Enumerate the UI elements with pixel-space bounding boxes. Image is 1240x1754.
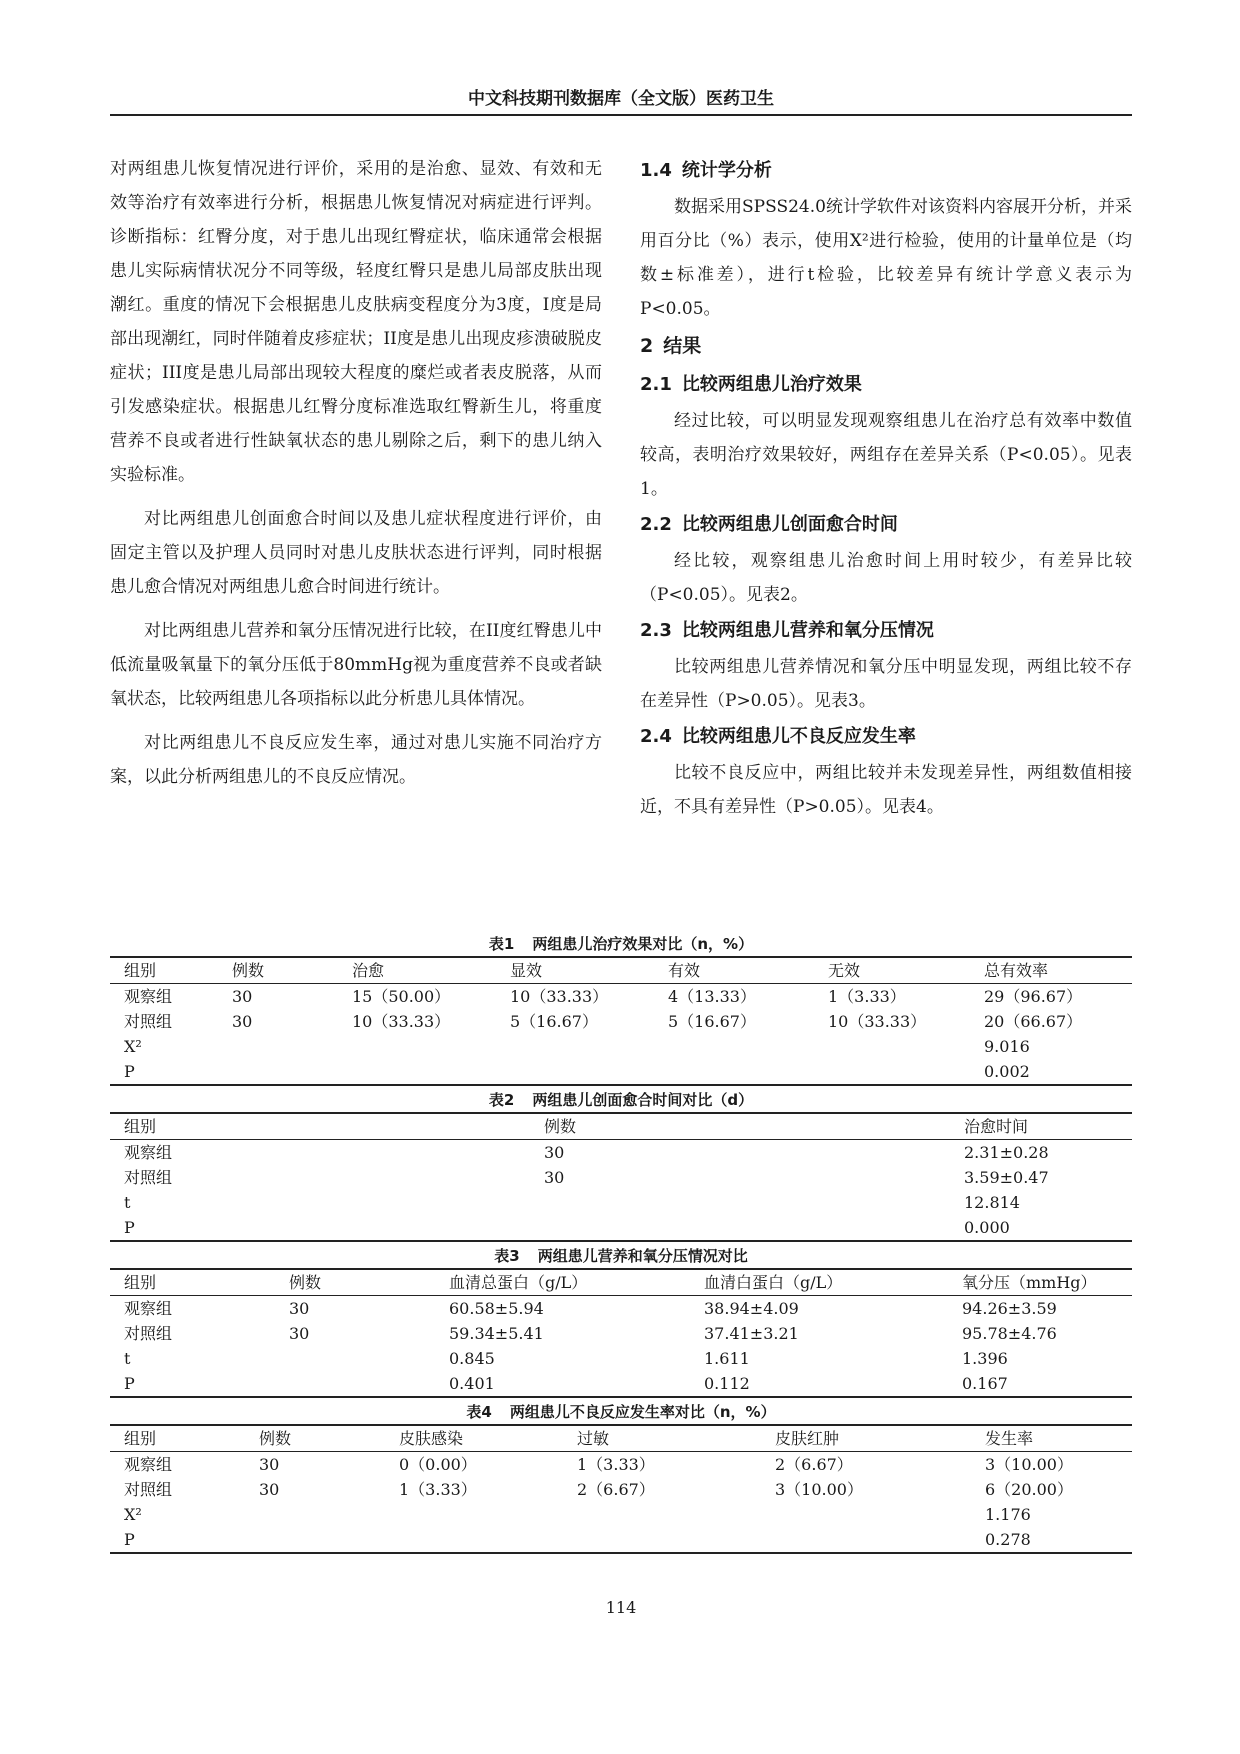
column-header: 血清白蛋白（g/L） bbox=[704, 1273, 843, 1292]
table-cell bbox=[563, 1502, 761, 1527]
table-cell: 5（16.67） bbox=[510, 1012, 598, 1031]
table-cell: 2.31±0.28 bbox=[964, 1143, 1049, 1162]
section-title: 统计学分析 bbox=[681, 160, 772, 181]
table-cell: P bbox=[124, 1530, 135, 1549]
table-cell: 1（3.33） bbox=[399, 1480, 477, 1499]
table-cell: 38.94±4.09 bbox=[704, 1299, 799, 1318]
journal-header: 中文科技期刊数据库（全文版）医药卫生 bbox=[468, 89, 774, 109]
section-heading-2-2 bbox=[640, 506, 1132, 544]
table-cell: 对照组 bbox=[124, 1012, 173, 1031]
table-cell bbox=[530, 1190, 950, 1215]
column-header: 显效 bbox=[510, 961, 543, 980]
table-cell bbox=[654, 1034, 814, 1059]
adverse-reaction-table bbox=[110, 1424, 1132, 1554]
table-cell: 94.26±3.59 bbox=[962, 1299, 1057, 1318]
table-cell bbox=[338, 1034, 496, 1059]
table-cell: 10（33.33） bbox=[510, 987, 609, 1006]
methods-paragraph-4: 对比两组患儿不良反应发生率，通过对患儿实施不同治疗方案，以此分析两组患儿的不良反应情况。 bbox=[110, 733, 602, 787]
table-cell bbox=[814, 1059, 970, 1085]
section-title: 比较两组患儿营养和氧分压情况 bbox=[681, 620, 934, 641]
column-header: 皮肤红肿 bbox=[775, 1429, 840, 1448]
table-row bbox=[110, 1321, 1132, 1346]
table-row bbox=[110, 984, 1132, 1010]
table-cell bbox=[814, 1034, 970, 1059]
column-header: 治愈 bbox=[352, 961, 385, 980]
table-cell: 1.611 bbox=[704, 1349, 750, 1368]
table-cell: 0.278 bbox=[985, 1530, 1031, 1549]
table-row bbox=[110, 1165, 1132, 1190]
table-cell: 30 bbox=[232, 987, 253, 1006]
table-title: 两组患儿治疗效果对比（n，%） bbox=[532, 935, 754, 953]
table-row bbox=[110, 1009, 1132, 1034]
stats-paragraph: 数据采用SPSS24.0统计学软件对该资料内容展开分析，并采用百分比（%）表示，使用X²进行检验，使用的计量单位是（均数±标准差），进行t检验，比较差异有统计学意义表示为P<0.05。 bbox=[640, 197, 1132, 319]
table-header-row bbox=[110, 1269, 1132, 1296]
column-header: 有效 bbox=[668, 961, 701, 980]
table-cell: t bbox=[124, 1349, 131, 1368]
table-caption bbox=[110, 932, 1132, 956]
table-2 bbox=[110, 1088, 1132, 1242]
table-cell: P bbox=[124, 1062, 135, 1081]
table-cell: 30 bbox=[232, 1012, 253, 1031]
table-cell: 30 bbox=[289, 1299, 310, 1318]
table-cell bbox=[338, 1059, 496, 1085]
table-caption bbox=[110, 1244, 1132, 1268]
table-title: 两组患儿创面愈合时间对比（d） bbox=[532, 1091, 754, 1109]
page-number: 114 bbox=[605, 1598, 637, 1617]
result-paragraph-2-1: 经过比较，可以明显发现观察组患儿在治疗总有效率中数值较高，表明治疗效果较好，两组存在差异关系（P<0.05）。见表1。 bbox=[640, 411, 1132, 499]
section-number: 2.3 bbox=[640, 620, 672, 641]
table-cell: X² bbox=[124, 1505, 142, 1524]
section-title: 结果 bbox=[663, 335, 702, 357]
table-cell: P bbox=[124, 1218, 135, 1237]
column-header: 血清总蛋白（g/L） bbox=[449, 1273, 588, 1292]
section-heading-2-3 bbox=[640, 612, 1132, 650]
healing-time-table bbox=[110, 1112, 1132, 1242]
table-cell: 0.002 bbox=[984, 1062, 1030, 1081]
table-cell bbox=[218, 1034, 338, 1059]
table-cell: 30 bbox=[289, 1324, 310, 1343]
table-title: 两组患儿不良反应发生率对比（n，%） bbox=[509, 1403, 776, 1421]
column-header: 例数 bbox=[232, 961, 265, 980]
table-cell: 10（33.33） bbox=[352, 1012, 451, 1031]
table-cell: 37.41±3.21 bbox=[704, 1324, 799, 1343]
table-cell: 30 bbox=[259, 1480, 280, 1499]
tables-area bbox=[110, 932, 1132, 1556]
column-header: 组别 bbox=[124, 1273, 157, 1292]
nutrition-oxygen-table bbox=[110, 1268, 1132, 1398]
table-cell: 95.78±4.76 bbox=[962, 1324, 1057, 1343]
table-4 bbox=[110, 1400, 1132, 1554]
table-cell: 30 bbox=[259, 1455, 280, 1474]
section-title: 比较两组患儿治疗效果 bbox=[681, 374, 862, 395]
table-cell: 2（6.67） bbox=[775, 1455, 853, 1474]
table-cell bbox=[496, 1034, 654, 1059]
table-cell bbox=[218, 1059, 338, 1085]
table-cell: 5（16.67） bbox=[668, 1012, 756, 1031]
table-cell bbox=[563, 1527, 761, 1553]
table-row bbox=[110, 1296, 1132, 1322]
table-cell: 3.59±0.47 bbox=[964, 1168, 1049, 1187]
table-cell: 0（0.00） bbox=[399, 1455, 477, 1474]
section-heading-2-1 bbox=[640, 366, 1132, 404]
table-cell bbox=[245, 1502, 385, 1527]
header-rule bbox=[110, 114, 1132, 116]
section-title: 比较两组患儿不良反应发生率 bbox=[681, 726, 916, 747]
table-row bbox=[110, 1346, 1132, 1371]
table-cell: 1.396 bbox=[962, 1349, 1008, 1368]
section-number: 2 bbox=[640, 335, 654, 357]
table-cell: 10（33.33） bbox=[828, 1012, 927, 1031]
table-row bbox=[110, 1190, 1132, 1215]
table-cell bbox=[530, 1215, 950, 1241]
methods-paragraph-1: 对两组患儿恢复情况进行评价，采用的是治愈、显效、有效和无效等治疗有效率进行分析，根据患儿恢复情况对病症进行评判。诊断指标：红臀分度，对于患儿出现红臀症状，临床通常会根据患儿实际病情状况分不同等级，轻度红臀只是患儿局部皮肤出现潮红。重度的情况下会根据患儿皮肤病变程度分为3度，I度是局部出现潮红，同时伴随着皮疹症状；II度是患儿出现皮疹溃破脱皮症状；III度是患儿局部出现较大程度的糜烂或者表皮脱落，从而引发感染症状。根据患儿红臀分度标准选取红臀新生儿，将重度营养不良或者进行性缺氧状态的患儿剔除之后，剩下的患儿纳入实验标准。 bbox=[110, 159, 602, 485]
table-cell bbox=[654, 1059, 814, 1085]
table-cell bbox=[761, 1527, 971, 1553]
table-cell: 2（6.67） bbox=[577, 1480, 655, 1499]
column-header: 发生率 bbox=[985, 1429, 1034, 1448]
table-cell bbox=[245, 1527, 385, 1553]
table-cell: 6（20.00） bbox=[985, 1480, 1073, 1499]
table-row bbox=[110, 1140, 1132, 1166]
column-header: 氧分压（mmHg） bbox=[962, 1273, 1097, 1292]
table-cell: 对照组 bbox=[124, 1324, 173, 1343]
table-header-row bbox=[110, 1113, 1132, 1140]
column-header: 例数 bbox=[544, 1117, 577, 1136]
table-row bbox=[110, 1477, 1132, 1502]
table-cell: 30 bbox=[544, 1143, 565, 1162]
table-cell: 20（66.67） bbox=[984, 1012, 1083, 1031]
section-number: 1.4 bbox=[640, 160, 672, 181]
column-header: 组别 bbox=[124, 1117, 157, 1136]
table-cell: 对照组 bbox=[124, 1480, 173, 1499]
table-header-row bbox=[110, 957, 1132, 984]
table-cell: 12.814 bbox=[964, 1193, 1020, 1212]
table-row bbox=[110, 1215, 1132, 1241]
table-cell bbox=[496, 1059, 654, 1085]
table-header-row bbox=[110, 1425, 1132, 1452]
table-number: 表1 bbox=[488, 935, 515, 953]
table-cell: 15（50.00） bbox=[352, 987, 451, 1006]
column-header: 总有效率 bbox=[984, 961, 1049, 980]
table-cell: t bbox=[124, 1193, 131, 1212]
column-header: 过敏 bbox=[577, 1429, 610, 1448]
result-paragraph-2-4: 比较不良反应中，两组比较并未发现差异性，两组数值相接近，不具有差异性（P>0.05）。见表4。 bbox=[640, 763, 1132, 817]
table-cell: 观察组 bbox=[124, 1455, 173, 1474]
table-row bbox=[110, 1502, 1132, 1527]
table-cell: 1（3.33） bbox=[828, 987, 906, 1006]
table-cell: 0.845 bbox=[449, 1349, 495, 1368]
left-column bbox=[110, 152, 602, 794]
table-cell: 9.016 bbox=[984, 1037, 1030, 1056]
treatment-effect-table bbox=[110, 956, 1132, 1086]
table-cell bbox=[275, 1346, 435, 1371]
section-heading-2 bbox=[640, 326, 1132, 366]
column-header: 例数 bbox=[259, 1429, 292, 1448]
section-number: 2.1 bbox=[640, 374, 672, 395]
table-cell: 观察组 bbox=[124, 1299, 173, 1318]
column-header: 例数 bbox=[289, 1273, 322, 1292]
table-cell: 29（96.67） bbox=[984, 987, 1083, 1006]
table-cell: 对照组 bbox=[124, 1168, 173, 1187]
table-cell: 60.58±5.94 bbox=[449, 1299, 544, 1318]
table-cell bbox=[275, 1371, 435, 1397]
table-cell: 1.176 bbox=[985, 1505, 1031, 1524]
result-paragraph-2-3: 比较两组患儿营养情况和氧分压中明显发现，两组比较不存在差异性（P>0.05）。见表3。 bbox=[640, 657, 1132, 711]
table-1 bbox=[110, 932, 1132, 1086]
table-row bbox=[110, 1527, 1132, 1553]
section-heading-1-4 bbox=[640, 152, 1132, 190]
table-cell: 0.000 bbox=[964, 1218, 1010, 1237]
methods-paragraph-3: 对比两组患儿营养和氧分压情况进行比较，在II度红臀患儿中低流量吸氧量下的氧分压低于80mmHg视为重度营养不良或者缺氧状态，比较两组患儿各项指标以此分析患儿具体情况。 bbox=[110, 621, 602, 709]
table-cell: 1（3.33） bbox=[577, 1455, 655, 1474]
table-cell: 0.167 bbox=[962, 1374, 1008, 1393]
table-number: 表2 bbox=[488, 1091, 515, 1109]
section-title: 比较两组患儿创面愈合时间 bbox=[681, 514, 898, 535]
section-heading-2-4 bbox=[640, 718, 1132, 756]
table-title: 两组患儿营养和氧分压情况对比 bbox=[537, 1247, 748, 1265]
section-number: 2.2 bbox=[640, 514, 672, 535]
table-number: 表4 bbox=[466, 1403, 492, 1421]
table-cell: P bbox=[124, 1374, 135, 1393]
table-cell: 4（13.33） bbox=[668, 987, 756, 1006]
table-cell: 0.112 bbox=[704, 1374, 750, 1393]
column-header: 组别 bbox=[124, 961, 157, 980]
column-header: 皮肤感染 bbox=[399, 1429, 464, 1448]
column-header: 组别 bbox=[124, 1429, 157, 1448]
table-cell: 59.34±5.41 bbox=[449, 1324, 544, 1343]
table-3 bbox=[110, 1244, 1132, 1398]
table-cell: X² bbox=[124, 1037, 142, 1056]
column-header: 无效 bbox=[828, 961, 861, 980]
table-caption bbox=[110, 1400, 1132, 1424]
table-cell: 0.401 bbox=[449, 1374, 495, 1393]
table-cell bbox=[761, 1502, 971, 1527]
table-row bbox=[110, 1452, 1132, 1478]
table-row bbox=[110, 1371, 1132, 1397]
table-cell: 30 bbox=[544, 1168, 565, 1187]
table-row bbox=[110, 1034, 1132, 1059]
table-cell: 观察组 bbox=[124, 987, 173, 1006]
table-row bbox=[110, 1059, 1132, 1085]
table-cell: 3（10.00） bbox=[985, 1455, 1073, 1474]
table-cell bbox=[385, 1502, 563, 1527]
table-caption bbox=[110, 1088, 1132, 1112]
right-column bbox=[640, 152, 1132, 824]
table-cell: 3（10.00） bbox=[775, 1480, 863, 1499]
result-paragraph-2-2: 经比较，观察组患儿治愈时间上用时较少，有差异比较（P<0.05）。见表2。 bbox=[640, 551, 1132, 605]
table-number: 表3 bbox=[494, 1247, 520, 1265]
table-cell bbox=[385, 1527, 563, 1553]
column-header: 治愈时间 bbox=[964, 1117, 1029, 1136]
methods-paragraph-2: 对比两组患儿创面愈合时间以及患儿症状程度进行评价，由固定主管以及护理人员同时对患儿皮肤状态进行评判，同时根据患儿愈合情况对两组患儿愈合时间进行统计。 bbox=[110, 509, 602, 597]
section-number: 2.4 bbox=[640, 726, 672, 747]
table-cell: 观察组 bbox=[124, 1143, 173, 1162]
